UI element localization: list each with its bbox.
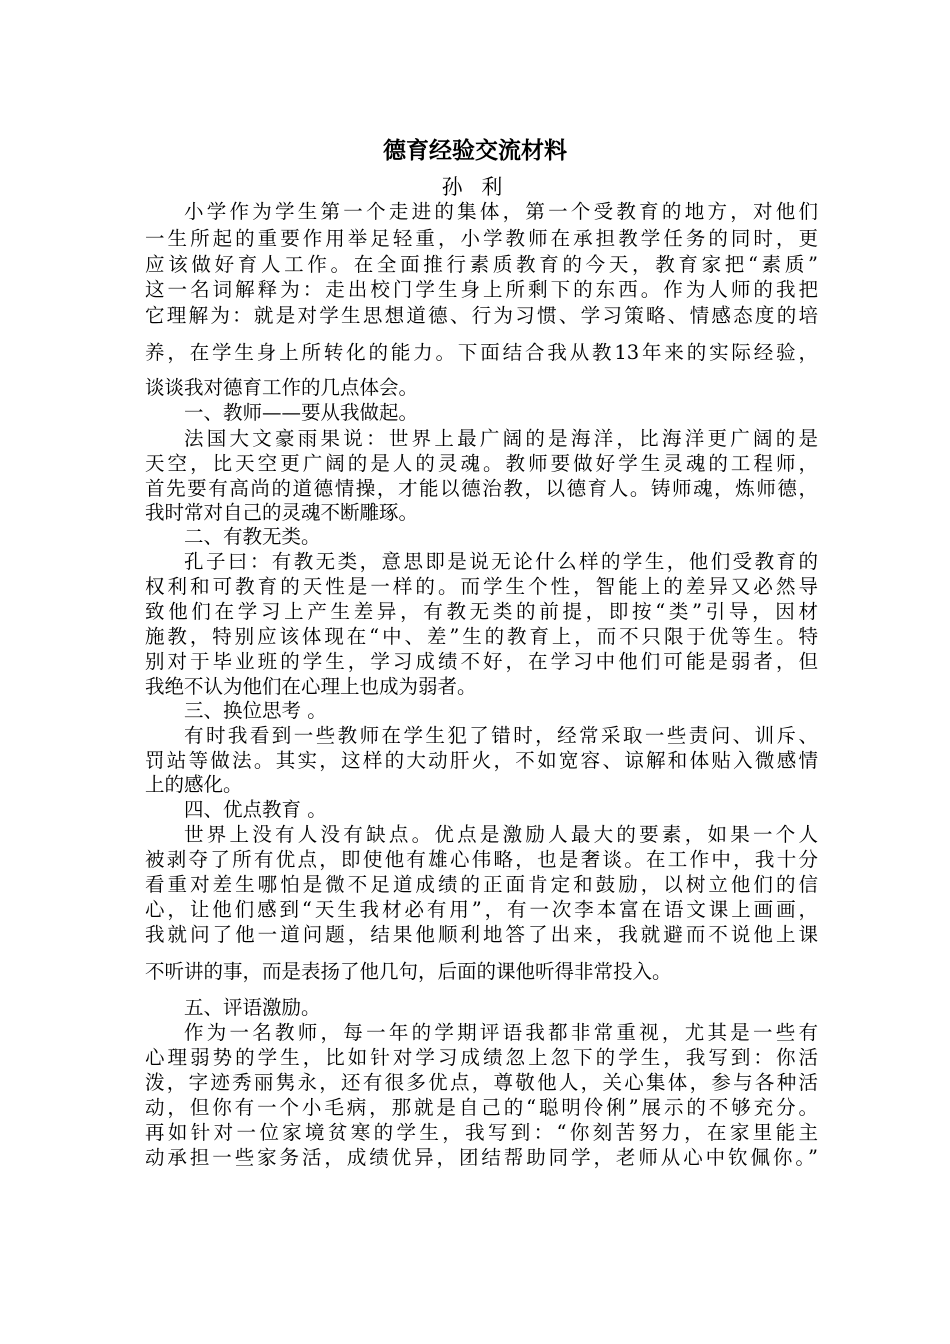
text-line: 看重对差生哪怕是微不足道成绩的正面肯定和鼓励，以树立他们的信 [145, 873, 818, 896]
text-line: 谈谈我对德育工作的几点体会。 [145, 376, 419, 399]
text-line: 被剥夺了所有优点，即使他有雄心伟略，也是奢谈。在工作中，我十分 [145, 848, 818, 871]
text-line: 我就问了他一道问题，结果他顺利地答了出来，我就避而不说他上课 [145, 923, 818, 946]
section-heading: 四、优点教育 。 [184, 798, 327, 821]
text-line: 一生所起的重要作用举足轻重，小学教师在承担教学任务的同时，更 [145, 227, 818, 250]
section-heading: 三、换位思考 。 [184, 699, 327, 722]
document-title: 德育经验交流材料 [383, 138, 567, 164]
text-line: 罚站等做法。其实，这样的大动肝火，不如宽容、谅解和体贴入微感情 [145, 749, 818, 772]
text-line: 养，在学生身上所转化的能力。下面结合我从教13年来的实际经验， [145, 341, 818, 364]
author-name: 孙 利 [441, 175, 509, 199]
text-line: 法国大文豪雨果说：世界上最广阔的是海洋，比海洋更广阔的是 [184, 427, 818, 450]
text-line: 不听讲的事，而是表扬了他几句，后面的课他听得非常投入。 [145, 960, 672, 983]
text-line: 上的感化。 [145, 773, 243, 796]
text-line: 首先要有高尚的道德情操，才能以德治教，以德育人。铸师魂，炼师德， [145, 477, 818, 500]
text-line: 再如针对一位家境贫寒的学生，我写到：“你刻苦努力，在家里能主 [145, 1121, 818, 1144]
text-line: 我时常对自己的灵魂不断雕琢。 [145, 501, 419, 524]
section-heading: 五、评语激励。 [184, 996, 321, 1019]
text-line: 动承担一些家务活，成绩优异，团结帮助同学，老师从心中钦佩你。” [145, 1146, 818, 1169]
text-line: 世界上没有人没有缺点。优点是激励人最大的要素，如果一个人 [184, 823, 818, 846]
text-line: 应该做好育人工作。在全面推行素质教育的今天，教育家把“素质” [145, 253, 818, 276]
text-line: 有时我看到一些教师在学生犯了错时，经常采取一些责问、训斥、 [184, 724, 818, 747]
section-heading: 一、教师——要从我做起。 [184, 401, 419, 424]
text-line: 动，但你有一个小毛病，那就是自己的“聪明伶俐”展示的不够充分。 [145, 1096, 818, 1119]
text-line: 权利和可教育的天性是一样的。而学生个性，智能上的差异又必然导 [145, 575, 818, 598]
text-line: 泼，字迹秀丽隽永，还有很多优点，尊敬他人，关心集体，参与各种活 [145, 1071, 818, 1094]
text-line: 作为一名教师，每一年的学期评语我都非常重视，尤其是一些有 [184, 1021, 818, 1044]
text-line: 它理解为：就是对学生思想道德、行为习惯、学习策略、情感态度的培 [145, 304, 818, 327]
text-line: 施教，特别应该体现在“中、差”生的教育上，而不只限于优等生。特 [145, 625, 818, 648]
text-line: 心理弱势的学生，比如针对学习成绩忽上忽下的学生，我写到：你活 [145, 1046, 818, 1069]
section-heading: 二、有教无类。 [184, 525, 321, 548]
text-line: 天空，比天空更广阔的是人的灵魂。教师要做好学生灵魂的工程师， [145, 452, 818, 475]
text-line: 小学作为学生第一个走进的集体，第一个受教育的地方，对他们 [184, 200, 818, 223]
text-line: 孔子曰：有教无类，意思即是说无论什么样的学生，他们受教育的 [184, 550, 818, 573]
text-line: 我绝不认为他们在心理上也成为弱者。 [145, 675, 477, 698]
text-line: 这一名词解释为：走出校门学生身上所剩下的东西。作为人师的我把 [145, 278, 818, 301]
text-line: 别对于毕业班的学生，学习成绩不好，在学习中他们可能是弱者，但 [145, 650, 818, 673]
text-line: 致他们在学习上产生差异，有教无类的前提，即按“类”引导，因材 [145, 600, 818, 623]
text-line: 心，让他们感到“天生我材必有用”，有一次李本富在语文课上画画， [145, 898, 818, 921]
